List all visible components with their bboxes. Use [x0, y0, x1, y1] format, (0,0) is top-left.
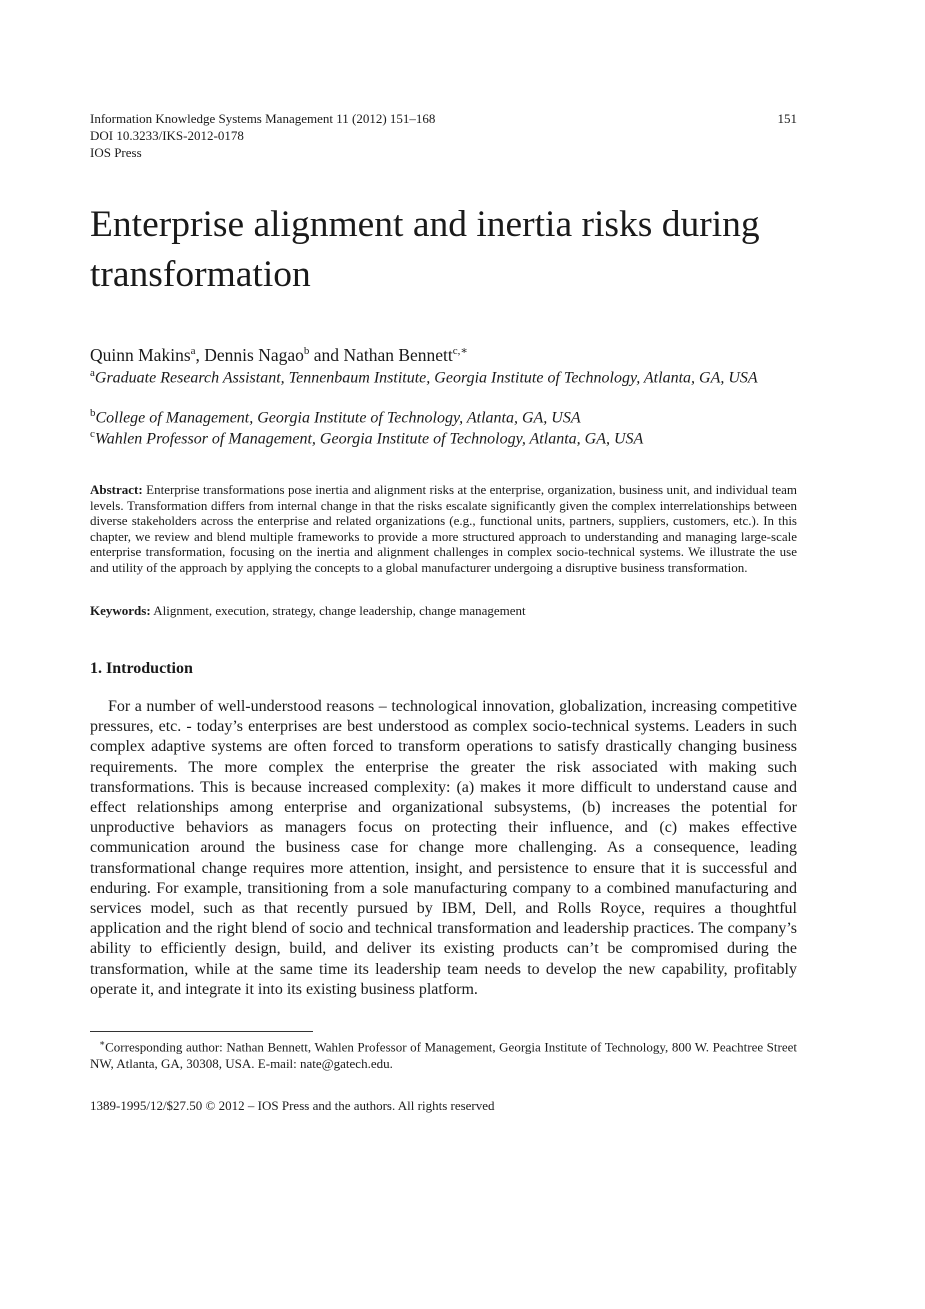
affiliation-text: Wahlen Professor of Management, Georgia Institute of Technology, Atlanta, GA, USA [94, 430, 644, 448]
doi: DOI 10.3233/IKS-2012-0178 [90, 128, 244, 143]
body-paragraph: For a number of well-understood reasons – technological innovation, globalization, increasing competitive pressures, etc. - today’s enterprises are best understood as complex socio-technical systems. Leaders in such complex adaptive systems are often forced to transform operations to satisfy drastically changing business requirements. The more complex the enterprise the greater the risk associated with making such transformations. This is because increased complexity: (a) makes it more difficult to understand cause and effect relationships among enterprise and organizational subsystems, (b) increases the potential for unproductive behaviors as managers focus on protecting their influence, and (c) makes effective communication around the business case for change more challenging. As a consequence, leading transformational change requires more attention, insight, and persistence to ensure that it is successful and enduring. For example, transitioning from a sole manufacturing company to a combined manufacturing and services model, such as that recently pursued by IBM, Dell, and Rolls Royce, requires a thoughtful application and the right blend of socio and technical transformation and leadership practices. The company’s ability to efficiently design, build, and deliver its existing products can’t be compromised during the transformation, while at the same time its leadership team needs to develop the new capability, profitably operate it, and integrate it into its existing business platform. [90, 698, 797, 998]
affiliation [90, 363, 797, 388]
author-list: Quinn Makins$^a$, Dennis Nagao$^b$ and Nathan Bennett$^{c,∗}$ [90, 344, 468, 365]
paper-title: Enterprise alignment and inertia risks during transformation [90, 204, 760, 295]
footnote-rule [90, 1031, 313, 1032]
affiliation-text: Graduate Research Assistant, Tennenbaum Institute, Georgia Institute of Technology, Atlanta, GA, USA [94, 369, 758, 387]
footnote [90, 1035, 797, 1072]
affiliation-mark: a [90, 367, 95, 379]
copyright-line: 1389-1995/12/$27.50 © 2012 – IOS Press and the authors. All rights reserved [90, 1098, 495, 1113]
section-heading: 1. Introduction [90, 660, 193, 677]
publisher: IOS Press [90, 145, 142, 160]
affiliation [90, 424, 797, 449]
keywords-label: Keywords: [90, 603, 151, 618]
footnote-mark: ∗ [99, 1038, 106, 1048]
affiliation-mark: c,∗ [452, 345, 468, 357]
running-header [90, 110, 797, 161]
abstract-label: Abstract: [90, 482, 143, 497]
abstract-text: Enterprise transformations pose inertia and alignment risks at the enterprise, organization, business unit, and individual team levels. Transformation differs from internal change in that the risks escalate significantly given the complex interrelationships between diverse stakeholders across the enterprise and related organizations (e.g., functional units, partners, suppliers, customers, etc.). In this chapter, we review and blend multiple frameworks to provide a more structured approach to understanding and managing large-scale enterprise transformation, focusing on the inertia and alignment challenges in complex socio-technical systems. We illustrate the use and utility of the approach by applying the concepts to a global manufacturer undergoing a disruptive business transformation. [90, 482, 798, 575]
footnote-text: Corresponding author: Nathan Bennett, Wahlen Professor of Management, Georgia Institute of Technology, 800 W. Peachtree Street NW, Atlanta, GA, 30308, USA. E-mail: nate@gatech.edu. [90, 1039, 797, 1072]
keywords-text: Alignment, execution, strategy, change leadership, change management [153, 603, 526, 618]
affiliation-mark: b [303, 345, 310, 357]
author-name: Nathan Bennett [343, 344, 453, 365]
affiliation-mark: a [190, 345, 196, 357]
keywords [90, 603, 797, 619]
journal-citation: Information Knowledge Systems Management 11 (2012) 151–168 [90, 111, 436, 126]
affiliation-text: College of Management, Georgia Institute of Technology, Atlanta, GA, USA [95, 409, 581, 427]
author-name: Quinn Makins [90, 344, 191, 365]
abstract [90, 482, 797, 576]
affiliation-mark: c [90, 428, 95, 440]
page-number: 151 [777, 111, 797, 126]
author-name: Dennis Nagao [204, 344, 304, 365]
affiliation-mark: b [90, 407, 96, 419]
